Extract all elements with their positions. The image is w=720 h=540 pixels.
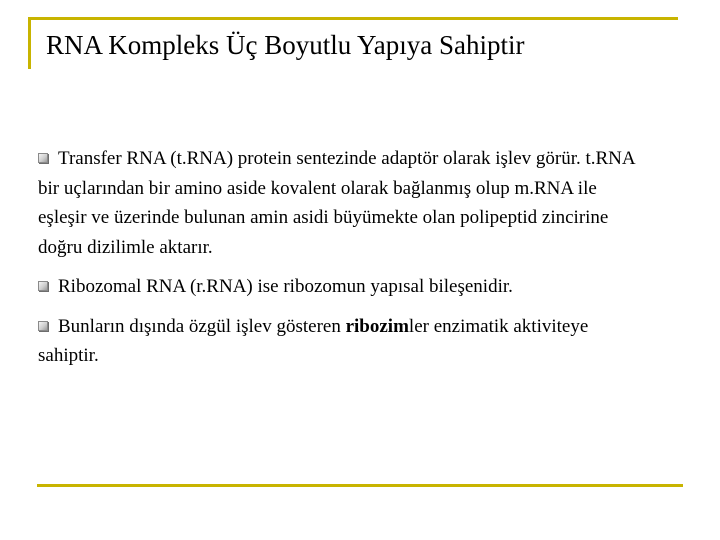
bullet-list — [38, 144, 638, 371]
bullet-text-trna: Transfer RNA (t.RNA) protein sentezinde adaptör olarak işlev görür. t.RNA bir uçlarından bir amino aside kovalent olarak bağlanmış olup m.RNA ile eşleşir ve üzerinde bulunan amin asidi büyümekte olan polipeptid zincirine doğru dizilimle aktarır. — [38, 148, 635, 258]
bullet-text-rrna: Ribozomal RNA (r.RNA) ise ribozomun yapısal bileşenidir. — [58, 276, 513, 297]
bullet-text-ribozymes-bold: ribozim — [345, 315, 409, 337]
bullet-item-rrna — [38, 272, 638, 302]
footer-divider-line — [37, 484, 683, 487]
slide-title: RNA Kompleks Üç Boyutlu Yapıya Sahiptir — [46, 30, 525, 60]
title-frame-left-border — [28, 17, 31, 69]
square-bullet-icon — [38, 153, 48, 163]
bullet-item-ribozymes — [38, 312, 638, 371]
bullet-text-ribozymes-before: Bunların dışında özgül işlev gösteren — [58, 315, 346, 337]
bullet-text-ribozymes-after: ler enzimatik aktiviteye sahiptir. — [38, 315, 589, 366]
square-bullet-icon — [38, 321, 48, 331]
square-bullet-icon — [38, 281, 48, 291]
bullet-item-trna — [38, 144, 638, 262]
title-frame-top-border — [28, 17, 678, 20]
